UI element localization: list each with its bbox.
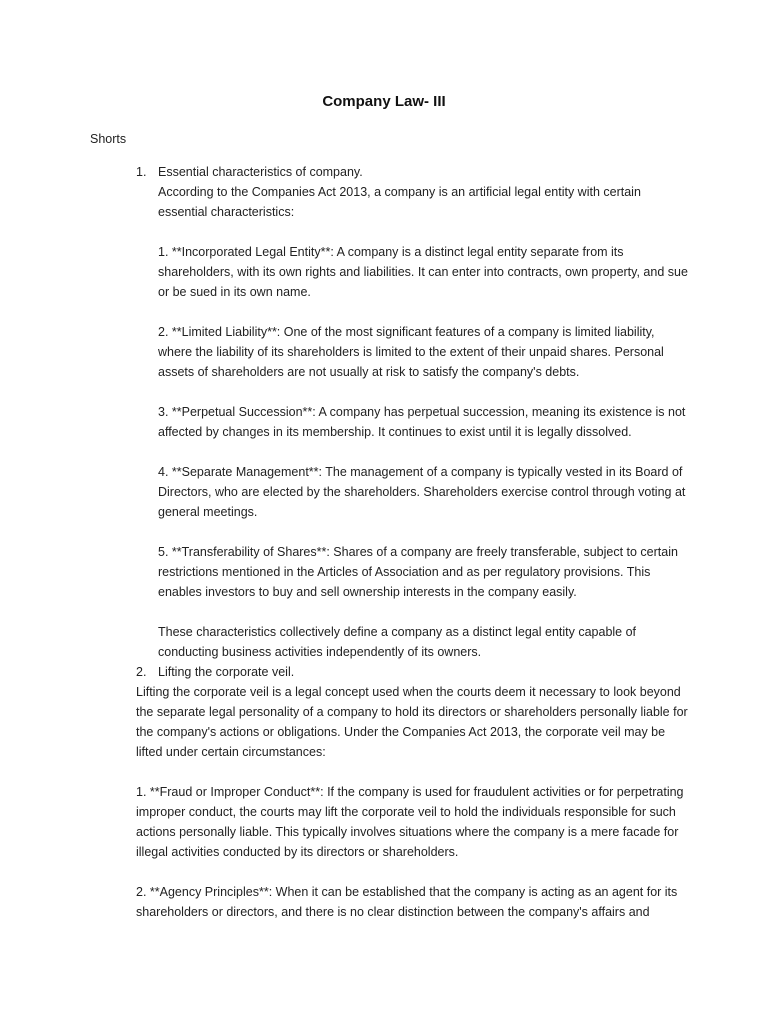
document-title: Company Law- III	[322, 93, 446, 110]
item-intro: Lifting the corporate veil is a legal concept used when the courts deem it necessary to look beyond the separate legal personality of a company to hold its directors or shareholders personally liable for the company's actions or obligations. Under the Companies Act 2013, the corporate veil may be lifted under certain circumstances:	[136, 685, 688, 759]
section-label: Shorts	[90, 132, 127, 146]
item-heading: Essential characteristics of company.	[158, 165, 363, 179]
characteristic-point: 4. **Separate Management**: The management of a company is typically vested in its Board of Directors, who are elected by the shareholders. Shareholders exercise control through voting at general meetings.	[158, 465, 686, 519]
item-2-body	[136, 662, 688, 922]
item-intro: According to the Companies Act 2013, a company is an artificial legal entity with certain essential characteristics:	[158, 185, 641, 219]
item-conclusion: These characteristics collectively define a company as a distinct legal entity capable of conducting business activities independently of its owners.	[158, 625, 637, 659]
characteristic-point: 5. **Transferability of Shares**: Shares of a company are freely transferable, subject to certain restrictions mentioned in the Articles of Association and as per regulatory provisions. This enables investors to buy and sell ownership interests in the company easily.	[158, 545, 678, 599]
item-number: 2.	[136, 665, 147, 679]
item-1-body	[158, 162, 688, 662]
circumstance-point: 2. **Agency Principles**: When it can be established that the company is acting as an agent for its shareholders or directors, and there is no clear distinction between the company's affairs and	[136, 885, 678, 919]
characteristic-point: 1. **Incorporated Legal Entity**: A company is a distinct legal entity separate from its shareholders, with its own rights and liabilities. It can enter into contracts, own property, and sue or be sued in its own name.	[158, 245, 688, 299]
item-heading: Lifting the corporate veil.	[158, 665, 295, 679]
characteristic-point: 2. **Limited Liability**: One of the most significant features of a company is limited liability, where the liability of its shareholders is limited to the extent of their unpaid shares. Personal assets of shareholders are not usually at risk to satisfy the company's debts.	[158, 325, 664, 379]
circumstance-point: 1. **Fraud or Improper Conduct**: If the company is used for fraudulent activities or for perpetrating improper conduct, the courts may lift the corporate veil to hold the individuals responsible for such actions personally liable. This typically involves situations where the company is a mere facade for illegal activities conducted by its directors or shareholders.	[136, 785, 684, 859]
characteristic-point: 3. **Perpetual Succession**: A company has perpetual succession, meaning its existence is not affected by changes in its membership. It continues to exist until it is legally dissolved.	[158, 405, 686, 439]
item-number: 1.	[136, 165, 147, 179]
